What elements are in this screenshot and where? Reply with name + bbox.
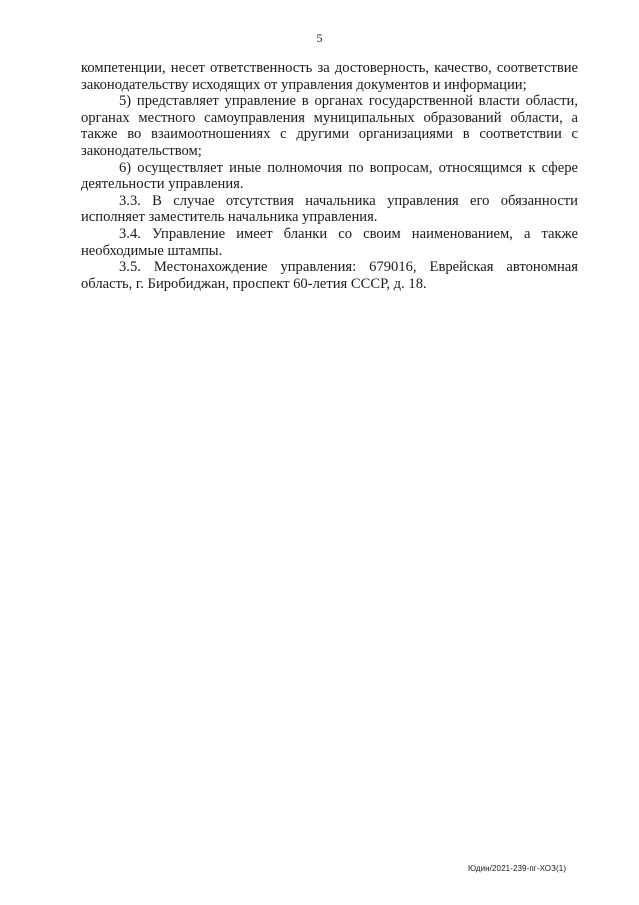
paragraph-item-6: 6) осуществляет иные полномочия по вопросам, относящимся к сфере деятельности управления. [81, 159, 578, 193]
paragraph-continuation: компетенции, несет ответственность за достоверность, качество, соответствие законодательству исходящих от управления документов и информации; [81, 60, 578, 93]
paragraph-item-5: 5) представляет управление в органах государственной власти области, органах местного самоуправления муниципальных образований области, а также во взаимоотношениях с другими организациями в соответствии с законодательством; [81, 93, 578, 159]
paragraph-3-3: 3.3. В случае отсутствия начальника управления его обязанности исполняет заместитель начальника управления. [81, 192, 578, 226]
page-number: 5 [316, 31, 323, 45]
paragraph-3-4: 3.4. Управление имеет бланки со своим наименованием, а также необходимые штампы. [81, 225, 578, 259]
document-body [81, 60, 578, 292]
document-code: Юдин/2021-239-пг-ХОЗ(1) [468, 864, 567, 873]
paragraph-3-5: 3.5. Местонахождение управления: 679016, Еврейская автономная область, г. Биробиджан, проспект 60-летия СССР, д. 18. [81, 259, 578, 292]
